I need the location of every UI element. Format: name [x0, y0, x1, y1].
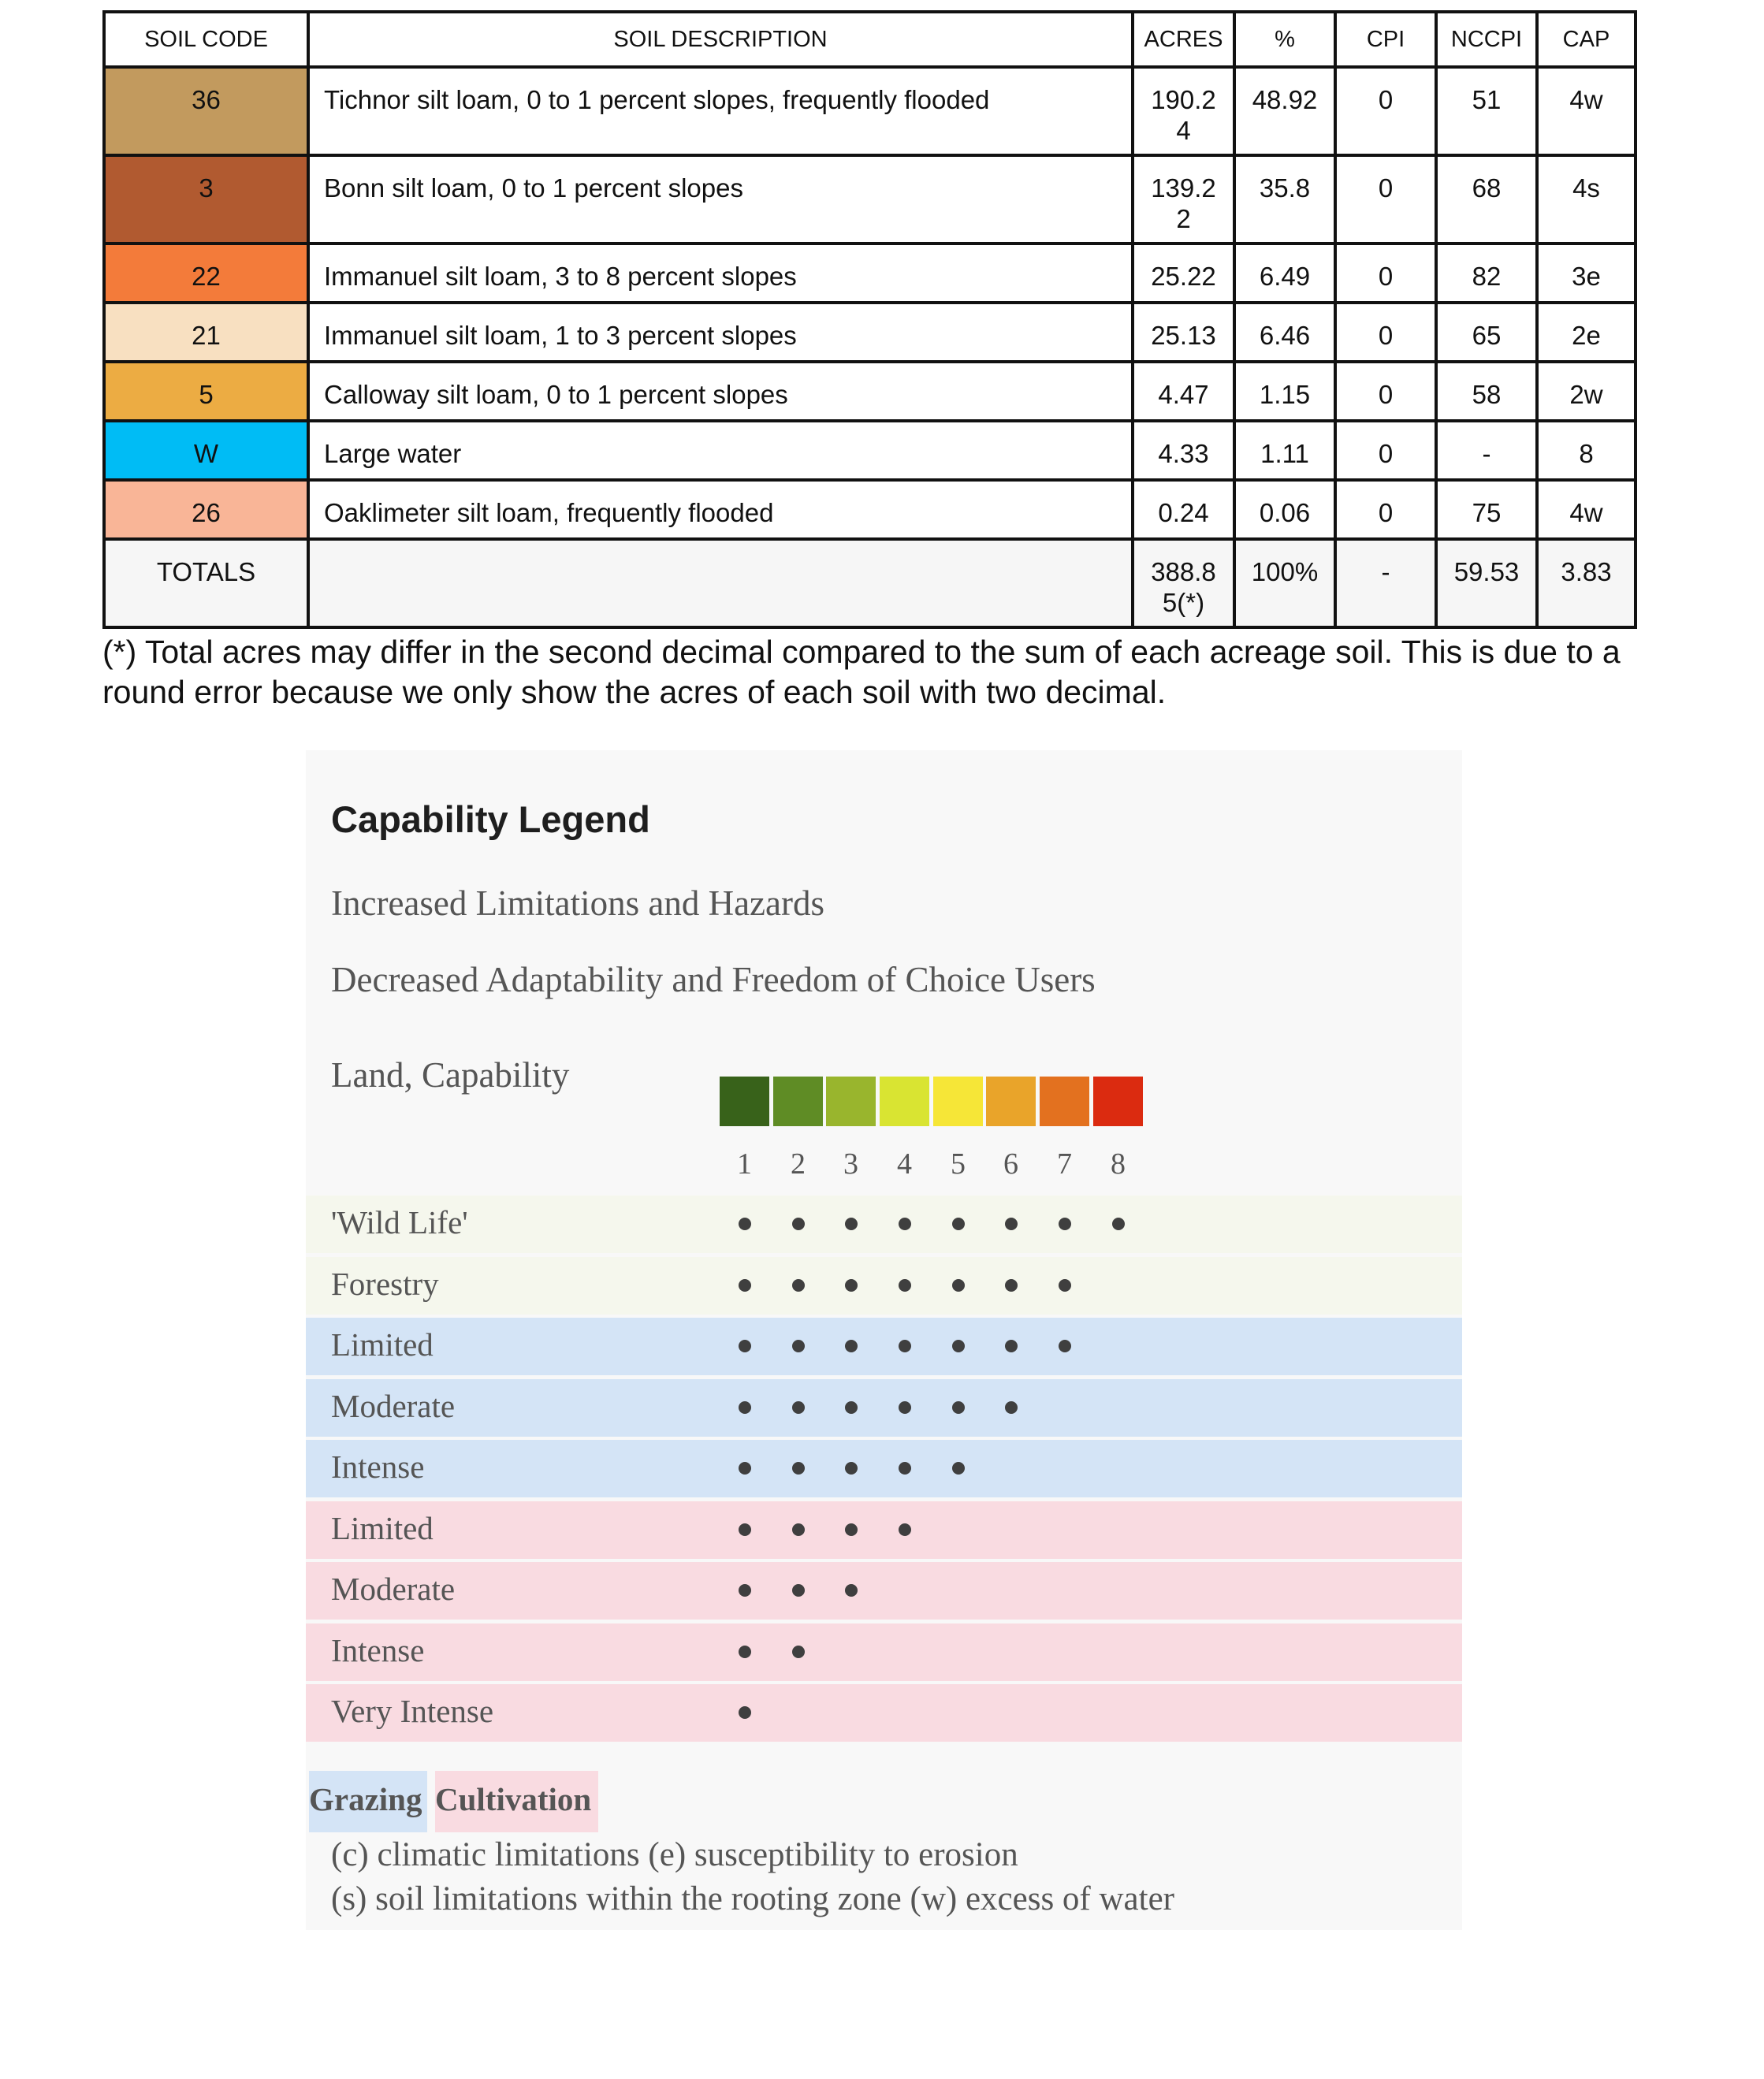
header-cpi: CPI — [1335, 12, 1436, 67]
totals-nccpi: 59.53 — [1436, 539, 1537, 627]
class-number: 5 — [951, 1147, 966, 1181]
class-3-swatch — [826, 1077, 876, 1126]
suitability-dot — [899, 1523, 911, 1536]
suitability-dot — [899, 1218, 911, 1230]
suitability-dot — [952, 1279, 965, 1292]
suitability-dot — [739, 1584, 751, 1597]
soil-description-cell: Large water — [308, 421, 1133, 480]
suitability-dot — [739, 1401, 751, 1414]
cap-cell: 3e — [1537, 244, 1636, 303]
land-use-label: Intense — [331, 1449, 425, 1485]
suitability-dot — [792, 1523, 805, 1536]
suitability-dot — [1059, 1279, 1071, 1292]
soil-row — [104, 67, 1636, 155]
land-use-row — [306, 1440, 1462, 1497]
soil-row — [104, 155, 1636, 244]
suitability-dot — [1059, 1218, 1071, 1230]
cpi-cell: 0 — [1335, 155, 1436, 244]
percent-cell: 35.8 — [1234, 155, 1335, 244]
land-use-row — [306, 1623, 1462, 1681]
percent-cell: 1.15 — [1234, 362, 1335, 421]
class-number: 3 — [843, 1147, 858, 1181]
soil-row — [104, 244, 1636, 303]
soil-description-cell: Oaklimeter silt loam, frequently flooded — [308, 480, 1133, 539]
suitability-dot — [792, 1584, 805, 1597]
land-use-row — [306, 1684, 1462, 1742]
acres-cell: 139.22 — [1133, 155, 1234, 244]
suitability-dot — [792, 1279, 805, 1292]
land-use-label: Forestry — [331, 1265, 439, 1302]
suitability-dot — [845, 1218, 858, 1230]
soil-code-cell: W — [104, 421, 308, 480]
totals-acres: 388.85(*) — [1133, 539, 1234, 627]
land-use-row — [306, 1562, 1462, 1620]
suitability-dot — [739, 1462, 751, 1475]
land-use-row — [306, 1318, 1462, 1375]
suitability-dot — [845, 1401, 858, 1414]
class-number: 8 — [1111, 1147, 1126, 1181]
soil-row — [104, 362, 1636, 421]
nccpi-cell: 75 — [1436, 480, 1537, 539]
cpi-cell: 0 — [1335, 421, 1436, 480]
soil-code-cell: 3 — [104, 155, 308, 244]
cap-cell: 4w — [1537, 67, 1636, 155]
soil-code-cell: 5 — [104, 362, 308, 421]
cap-cell: 2e — [1537, 303, 1636, 362]
grazing-key — [309, 1771, 427, 1832]
suitability-dot — [739, 1706, 751, 1719]
suitability-dot — [1005, 1279, 1018, 1292]
header-acres: ACRES — [1133, 12, 1234, 67]
capability-legend — [306, 750, 1462, 1930]
cap-cell: 4s — [1537, 155, 1636, 244]
soil-code-cell: 36 — [104, 67, 308, 155]
soil-description-cell: Calloway silt loam, 0 to 1 percent slopes — [308, 362, 1133, 421]
header-soil-code: SOIL CODE — [104, 12, 308, 67]
suitability-dot — [739, 1340, 751, 1352]
suitability-dot — [739, 1646, 751, 1658]
soil-description-cell: Immanuel silt loam, 1 to 3 percent slopes — [308, 303, 1133, 362]
acres-cell: 0.24 — [1133, 480, 1234, 539]
suitability-dot — [1005, 1340, 1018, 1352]
percent-cell: 6.46 — [1234, 303, 1335, 362]
suitability-dot — [899, 1340, 911, 1352]
nccpi-cell: 82 — [1436, 244, 1537, 303]
class-1-swatch — [720, 1077, 769, 1126]
totals-cap: 3.83 — [1537, 539, 1636, 627]
suitability-dot — [792, 1462, 805, 1475]
cultivation-key-label: Cultivation — [435, 1781, 592, 1817]
soil-code-cell: 26 — [104, 480, 308, 539]
nccpi-cell: 51 — [1436, 67, 1537, 155]
nccpi-cell: 68 — [1436, 155, 1537, 244]
class-number: 4 — [897, 1147, 912, 1181]
cpi-cell: 0 — [1335, 67, 1436, 155]
suitability-dot — [845, 1523, 858, 1536]
percent-cell: 6.49 — [1234, 244, 1335, 303]
suitability-dot — [845, 1279, 858, 1292]
land-use-label: Intense — [331, 1631, 425, 1668]
suitability-dot — [952, 1401, 965, 1414]
land-use-row — [306, 1196, 1462, 1253]
suitability-dot — [1112, 1218, 1125, 1230]
legend-note-climatic-erosion: (c) climatic limitations (e) susceptibility to erosion — [331, 1836, 1018, 1873]
suitability-dot — [845, 1340, 858, 1352]
suitability-dot — [1059, 1340, 1071, 1352]
soil-description-cell: Bonn silt loam, 0 to 1 percent slopes — [308, 155, 1133, 244]
land-use-label: Very Intense — [331, 1693, 494, 1729]
suitability-dot — [792, 1646, 805, 1658]
land-use-label: Limited — [331, 1326, 434, 1363]
suitability-dot — [899, 1401, 911, 1414]
acreage-footnote: (*) Total acres may differ in the second decimal compared to the sum of each acreage soil. This is due to a round error because we only show the acres of each soil with two decimal. — [102, 634, 1621, 710]
legend-land-capability-text: Land, Capability — [331, 1055, 570, 1095]
cap-cell: 4w — [1537, 480, 1636, 539]
soil-code-cell: 22 — [104, 244, 308, 303]
acres-cell: 4.47 — [1133, 362, 1234, 421]
suitability-dot — [952, 1218, 965, 1230]
class-6-swatch — [986, 1077, 1036, 1126]
suitability-dot — [739, 1279, 751, 1292]
acres-cell: 190.24 — [1133, 67, 1234, 155]
soil-table — [102, 10, 1637, 629]
suitability-dot — [899, 1462, 911, 1475]
land-use-label: 'Wild Life' — [331, 1204, 468, 1240]
class-number: 6 — [1003, 1147, 1018, 1181]
percent-cell: 0.06 — [1234, 480, 1335, 539]
cpi-cell: 0 — [1335, 244, 1436, 303]
totals-label: TOTALS — [104, 539, 308, 627]
acres-cell: 25.22 — [1133, 244, 1234, 303]
legend-limitations-text: Increased Limitations and Hazards — [331, 883, 825, 923]
class-number: 2 — [791, 1147, 806, 1181]
suitability-dot — [899, 1279, 911, 1292]
nccpi-cell: 65 — [1436, 303, 1537, 362]
acres-cell: 25.13 — [1133, 303, 1234, 362]
header-nccpi: NCCPI — [1436, 12, 1537, 67]
cultivation-key — [435, 1771, 598, 1832]
table-header-row — [104, 12, 1636, 67]
suitability-dot — [952, 1462, 965, 1475]
soil-description-cell: Tichnor silt loam, 0 to 1 percent slopes, frequently flooded — [308, 67, 1133, 155]
cpi-cell: 0 — [1335, 480, 1436, 539]
header-percent: % — [1234, 12, 1335, 67]
land-use-label: Moderate — [331, 1571, 456, 1607]
land-use-row — [306, 1379, 1462, 1437]
suitability-dot — [792, 1401, 805, 1414]
nccpi-cell: - — [1436, 421, 1537, 480]
suitability-dot — [792, 1218, 805, 1230]
class-8-swatch — [1093, 1077, 1143, 1126]
legend-title: Capability Legend — [331, 798, 650, 840]
cpi-cell: 0 — [1335, 362, 1436, 421]
land-use-row — [306, 1257, 1462, 1315]
totals-percent: 100% — [1234, 539, 1335, 627]
land-use-row — [306, 1501, 1462, 1559]
percent-cell: 1.11 — [1234, 421, 1335, 480]
class-2-swatch — [773, 1077, 823, 1126]
class-5-swatch — [933, 1077, 983, 1126]
suitability-dot — [739, 1523, 751, 1536]
soil-row — [104, 480, 1636, 539]
class-number: 1 — [737, 1147, 752, 1181]
cap-cell: 8 — [1537, 421, 1636, 480]
totals-cpi: - — [1335, 539, 1436, 627]
percent-cell: 48.92 — [1234, 67, 1335, 155]
class-4-swatch — [880, 1077, 929, 1126]
header-soil-description: SOIL DESCRIPTION — [308, 12, 1133, 67]
totals-description — [308, 539, 1133, 627]
class-7-swatch — [1040, 1077, 1089, 1126]
suitability-dot — [739, 1218, 751, 1230]
grazing-key-label: Grazing — [309, 1781, 422, 1817]
cpi-cell: 0 — [1335, 303, 1436, 362]
soil-row — [104, 421, 1636, 480]
header-cap: CAP — [1537, 12, 1636, 67]
acres-cell: 4.33 — [1133, 421, 1234, 480]
suitability-dot — [1005, 1218, 1018, 1230]
cap-cell: 2w — [1537, 362, 1636, 421]
suitability-dot — [792, 1340, 805, 1352]
land-use-label: Limited — [331, 1509, 434, 1546]
soil-description-cell: Immanuel silt loam, 3 to 8 percent slopes — [308, 244, 1133, 303]
suitability-dot — [952, 1340, 965, 1352]
suitability-dot — [845, 1584, 858, 1597]
class-number: 7 — [1057, 1147, 1072, 1181]
totals-row — [104, 539, 1636, 627]
legend-adaptability-text: Decreased Adaptability and Freedom of Choice Users — [331, 960, 1096, 999]
suitability-dot — [1005, 1401, 1018, 1414]
land-use-label: Moderate — [331, 1387, 456, 1424]
nccpi-cell: 58 — [1436, 362, 1537, 421]
soil-code-cell: 21 — [104, 303, 308, 362]
legend-note-soil-water: (s) soil limitations within the rooting zone (w) excess of water — [331, 1880, 1174, 1917]
soil-row — [104, 303, 1636, 362]
suitability-dot — [845, 1462, 858, 1475]
